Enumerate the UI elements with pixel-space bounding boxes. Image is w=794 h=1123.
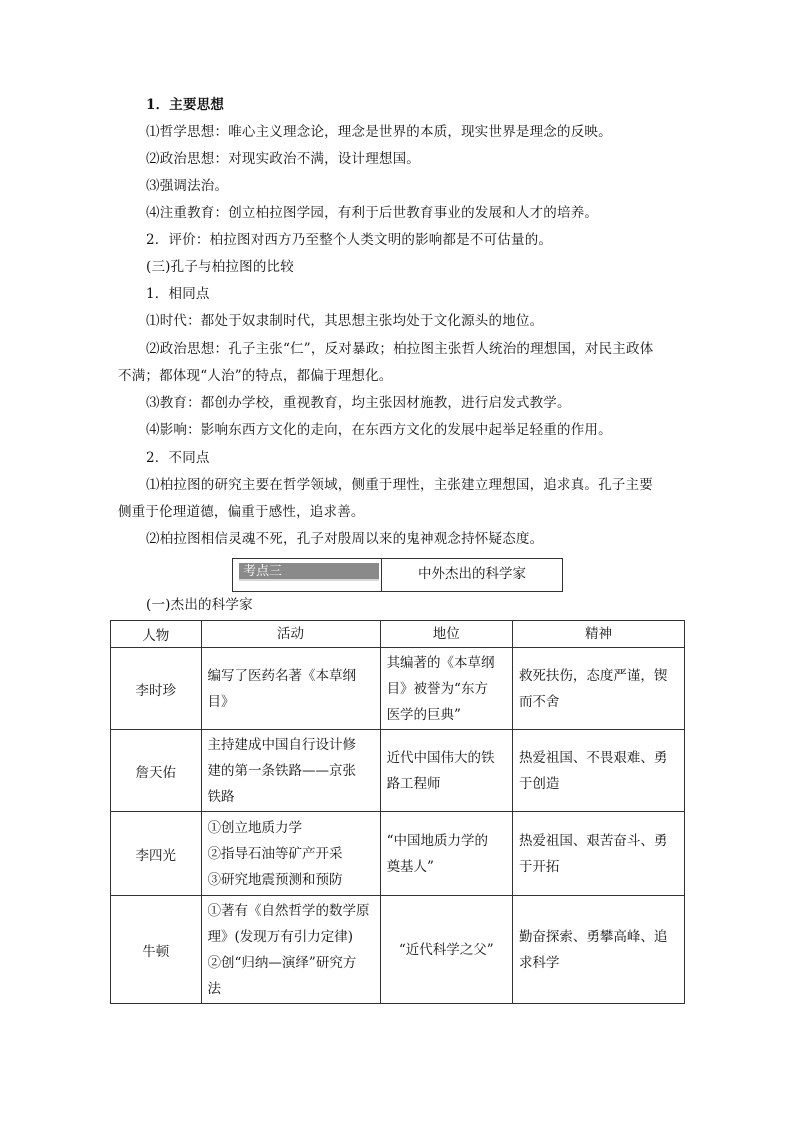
cell-position (380, 648, 512, 730)
scientists-table (110, 620, 685, 1004)
cell-spirit (512, 812, 684, 896)
cell-activity-line: 建的第一条铁路——京张 (207, 762, 357, 779)
cell-position-line: “近代科学之父” (398, 941, 494, 958)
cell-activity (201, 730, 380, 812)
table-row (111, 896, 685, 1004)
kaodian-title: 中外杰出的科学家 (418, 566, 526, 582)
table-row (111, 648, 685, 730)
cell-position-line: 医学的巨典” (386, 706, 461, 723)
cell-position (380, 730, 512, 812)
cell-spirit-line: 于开拓 (518, 858, 560, 875)
cell-position-line: 路工程师 (386, 775, 441, 792)
header-person: 人物 (111, 621, 202, 648)
table-row (111, 730, 685, 812)
cell-spirit-line: 勤奋探索、勇攀高峰、追 (518, 928, 668, 945)
cell-spirit-line: 救死扶伤，态度严谨，锲 (518, 667, 668, 684)
cell-activity-line: ②创“归纳—演绎”研究方 (207, 954, 357, 971)
header-spirit: 精神 (512, 621, 684, 648)
paragraph: ⑷影响：影响东西方文化的走向，在东西方文化的发展中起举足轻重的作用。 (146, 422, 612, 438)
cell-person: 牛顿 (111, 896, 202, 1004)
paragraph: ⑴柏拉图的研究主要在哲学领域，侧重于理性，主张建立理想国，追求真。孔子主要 (146, 477, 653, 493)
cell-position (380, 896, 512, 1004)
cell-activity-line: 铁路 (207, 788, 235, 805)
cell-spirit-line: 热爱祖国、艰苦奋斗、勇 (518, 832, 668, 849)
paragraph: ⑵政治思想：对现实政治不满，设计理想国。 (146, 151, 420, 167)
header-position: 地位 (380, 621, 512, 648)
cell-activity (201, 812, 380, 896)
paragraph: 2．不同点 (146, 450, 210, 466)
paragraph: ⑴哲学思想：唯心主义理念论，理念是世界的本质，现实世界是理念的反映。 (146, 124, 612, 140)
header-activity: 活动 (201, 621, 380, 648)
cell-person: 李四光 (111, 812, 202, 896)
paragraph: 1．相同点 (146, 286, 210, 302)
cell-position-line: 其编著的《本草纲 (386, 654, 495, 671)
section-heading: (一)杰出的科学家 (146, 597, 253, 613)
cell-spirit (512, 896, 684, 1004)
cell-position-line: 近代中国伟大的铁 (386, 749, 495, 766)
table-row (111, 812, 685, 896)
paragraph: ⑷注重教育：创立柏拉图学园，有利于后世教育事业的发展和人才的培养。 (146, 205, 599, 221)
cell-activity-line: 编写了医药名著《本草纲目》 (207, 667, 357, 710)
cell-person: 詹天佑 (111, 730, 202, 812)
cell-activity-line: 理》(发现万有引力定律) (207, 928, 354, 945)
kaodian-banner (232, 558, 563, 592)
cell-activity-line: ③研究地震预测和预防 (207, 871, 343, 888)
cell-position (380, 812, 512, 896)
paragraph: ⑵柏拉图相信灵魂不死，孔子对殷周以来的鬼神观念持怀疑态度。 (146, 531, 544, 547)
cell-person: 李时珍 (111, 648, 202, 730)
cell-activity-line: ①著有《自然哲学的数学原 (207, 902, 370, 919)
paragraph: ⑵政治思想：孔子主张“仁”，反对暴政；柏拉图主张哲人统治的理想国，对民主政体 (146, 341, 654, 357)
cell-position-line: 目》被誉为“东方 (386, 680, 488, 697)
paragraph: 2．评价：柏拉图对西方乃至整个人类文明的影响都是不可估量的。 (146, 232, 553, 248)
cell-spirit-line: 而不舍 (518, 693, 560, 710)
cell-activity (201, 896, 380, 1004)
cell-activity-line: 主持建成中国自行设计修 (207, 736, 357, 753)
paragraph: ⑴时代：都处于奴隶制时代，其思想主张均处于文化源头的地位。 (146, 313, 544, 329)
table-header-row (111, 621, 685, 648)
cell-spirit-line: 于创造 (518, 775, 560, 792)
cell-position-line: “中国地质力学的 (386, 832, 488, 849)
paragraph: 不满；都体现“人治”的特点，都偏于理想化。 (118, 368, 393, 384)
cell-activity (201, 648, 380, 730)
cell-activity-line: ②指导石油等矿产开采 (207, 845, 343, 862)
cell-position-line: 奠基人” (386, 858, 434, 875)
cell-spirit-line: 热爱祖国、不畏艰难、勇 (518, 749, 668, 766)
paragraph: 1．主要思想 (146, 97, 225, 113)
paragraph: (三)孔子与柏拉图的比较 (146, 259, 294, 275)
cell-activity-line: ①创立地质力学 (207, 819, 303, 836)
paragraph: ⑶教育：都创办学校，重视教育，均主张因材施教，进行启发式教学。 (146, 395, 571, 411)
paragraph: 侧重于伦理道德，偏重于感性，追求善。 (118, 504, 365, 520)
cell-activity-line: 法 (207, 980, 222, 997)
cell-spirit (512, 730, 684, 812)
kaodian-label: 考点三 (239, 563, 379, 581)
cell-spirit-line: 求科学 (518, 954, 560, 971)
cell-spirit (512, 648, 684, 730)
paragraph: ⑶强调法治。 (146, 178, 229, 194)
